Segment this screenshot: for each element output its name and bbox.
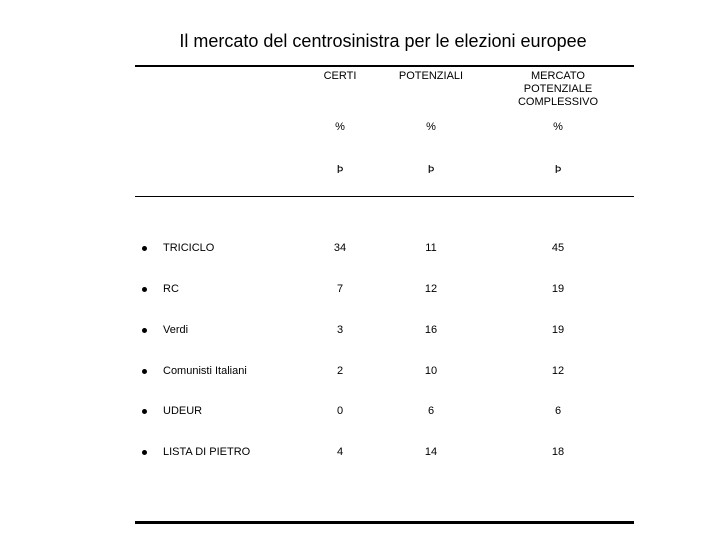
cell-potenziali: 14 — [424, 446, 438, 458]
cell-potenziali: 10 — [424, 365, 438, 377]
row-label: Comunisti Italiani — [163, 365, 247, 377]
cell-mercato: 19 — [551, 324, 565, 336]
bullet-icon — [142, 287, 147, 292]
row-label: UDEUR — [163, 405, 203, 417]
header-potenziali: POTENZIALI — [398, 70, 464, 82]
header-mercato-line3: COMPLESSIVO — [517, 96, 599, 108]
bullet-icon — [142, 450, 147, 455]
header-certi: CERTI — [323, 70, 357, 82]
cell-mercato: 18 — [551, 446, 565, 458]
cell-potenziali: 11 — [425, 242, 437, 254]
cell-certi: 3 — [336, 324, 344, 336]
row-label: TRICICLO — [163, 242, 215, 254]
unit-certi: % — [335, 121, 345, 133]
cell-certi: 0 — [336, 405, 344, 417]
cell-mercato: 19 — [551, 283, 565, 295]
cell-potenziali: 16 — [424, 324, 438, 336]
row-label: Verdi — [163, 324, 189, 336]
row-label: LISTA DI PIETRO — [163, 446, 251, 458]
table-top-rule — [135, 65, 634, 67]
page-title: Il mercato del centrosinistra per le elezioni europee — [179, 31, 587, 51]
header-mercato-line2: POTENZIALE — [523, 83, 593, 95]
cell-mercato: 45 — [551, 242, 565, 254]
symbol-mercato-icon: Þ — [554, 163, 562, 176]
cell-certi: 7 — [336, 283, 344, 295]
cell-potenziali: 12 — [424, 283, 438, 295]
cell-certi: 34 — [333, 242, 347, 254]
header-divider-rule — [135, 196, 634, 197]
cell-mercato: 12 — [551, 365, 565, 377]
bullet-icon — [142, 369, 147, 374]
unit-mercato: % — [553, 121, 563, 133]
cell-certi: 4 — [336, 446, 344, 458]
header-mercato-line1: MERCATO — [531, 70, 585, 82]
symbol-potenziali-icon: Þ — [427, 163, 435, 176]
bullet-icon — [142, 328, 147, 333]
header-mercato — [503, 70, 613, 109]
symbol-certi-icon: Þ — [336, 163, 344, 176]
bullet-icon — [142, 246, 147, 251]
bullet-icon — [142, 409, 147, 414]
table-bottom-rule — [135, 521, 634, 524]
row-label: RC — [163, 283, 179, 295]
unit-potenziali: % — [426, 121, 436, 133]
cell-potenziali: 6 — [427, 405, 435, 417]
cell-mercato: 6 — [554, 405, 562, 417]
cell-certi: 2 — [336, 365, 344, 377]
